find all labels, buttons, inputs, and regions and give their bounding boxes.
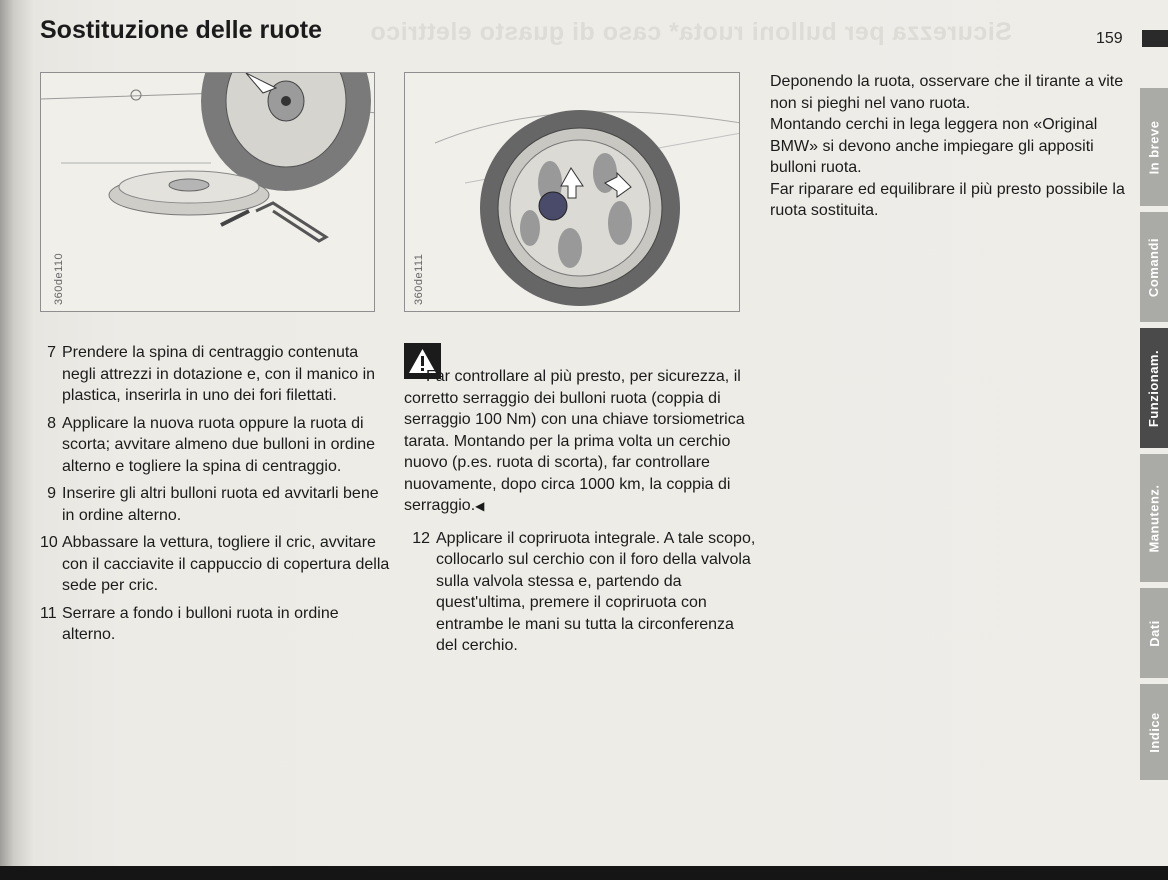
list-item: [47, 413, 390, 478]
step-text: Applicare la nuova ruota oppure la ruota di scorta; avvitare almeno due bulloni in ordine alterno e togliere la spina di centraggio.: [62, 414, 376, 475]
bleed-through-text: Sicurezza per bulloni ruota* caso di guasto elettrico: [370, 18, 1012, 46]
step-number: 12: [412, 529, 430, 547]
figure-code: 360de111: [413, 253, 425, 305]
page-marker-bar: [1142, 30, 1168, 47]
middle-column-text: [404, 366, 756, 663]
tab-manutenz[interactable]: [1140, 454, 1168, 582]
wheel-tools-illustration: [41, 73, 375, 312]
list-item: [47, 483, 390, 526]
warning-text: Far controllare al più presto, per sicurezza, il corretto serraggio dei bulloni ruota (coppia di serraggio 100 Nm) con una chiave torsiometrica tarata. Montando per la prima volta un cerchio nuovo (p.es. ruota di scorta), far controllare nuovamente, dopo circa 1000 km, la coppia di serraggio.: [404, 368, 745, 514]
figure-code: 360de110: [53, 252, 65, 305]
step-number: 10: [40, 534, 58, 551]
step-text: Applicare il copriruota integrale. A tale scopo, collocarlo sul cerchio con il foro della valvola sulla valvola stessa e, partendo da quest'ultima, premere il copriruota con entrambe le mani su tutta la circonferenza del cerchio.: [436, 529, 756, 654]
tab-label: Indice: [1146, 711, 1162, 753]
step-number: 11: [40, 604, 57, 622]
warning-paragraph: [404, 366, 756, 518]
step-text: Prendere la spina di centraggio contenuta negli attrezzi in dotazione e, con il manico in plastica, inserirla in uno dei fori filettati.: [62, 344, 376, 404]
end-marker-icon: ◀: [475, 499, 485, 513]
tab-label: Manutenz.: [1146, 483, 1162, 553]
scan-bottom-edge: [0, 866, 1168, 880]
step-text: Abbassare la vettura, togliere il cric, avvitare con il cacciavite il cappuccio di copertura della sede per cric.: [62, 534, 390, 594]
page-number: 159: [1096, 30, 1123, 47]
tab-label: Funzionam.: [1146, 349, 1162, 427]
list-item: [40, 532, 390, 597]
tab-label: In breve: [1146, 120, 1162, 174]
right-column-text: [770, 71, 1130, 222]
tab-funzionam[interactable]: [1140, 328, 1168, 448]
section-tabs: [1140, 88, 1168, 753]
hubcap-illustration: [405, 73, 740, 312]
tab-label: Comandi: [1146, 237, 1162, 297]
list-item: [47, 342, 390, 407]
page-title: Sostituzione delle ruote: [40, 16, 322, 44]
tab-dati[interactable]: [1140, 588, 1168, 678]
left-column-steps: [40, 342, 390, 652]
figure-hubcap-fitting: [404, 72, 740, 312]
list-item: [40, 603, 390, 646]
step-number: 7: [47, 344, 56, 361]
paragraph: Montando cerchi in lega leggera non «Original BMW» si devono anche impiegare gli appositi bulloni ruota.: [770, 116, 1098, 176]
step-text: Inserire gli altri bulloni ruota ed avvitarli bene in ordine alterno.: [62, 485, 379, 524]
step-number: 8: [47, 414, 56, 432]
paragraph: Deponendo la ruota, osservare che il tirante a vite non si pieghi nel vano ruota.: [770, 73, 1124, 112]
figure-wheel-removal: [40, 72, 375, 312]
list-item: [404, 528, 756, 657]
tab-label: Dati: [1146, 619, 1162, 647]
tab-indice[interactable]: [1140, 684, 1168, 780]
paragraph: Far riparare ed equilibrare il più presto possibile la ruota sostituita.: [770, 180, 1125, 219]
step-text: Serrare a fondo i bulloni ruota in ordine alterno.: [62, 604, 339, 643]
tab-comandi[interactable]: [1140, 212, 1168, 322]
step-number: 9: [47, 485, 56, 502]
tab-in-breve[interactable]: [1140, 88, 1168, 206]
